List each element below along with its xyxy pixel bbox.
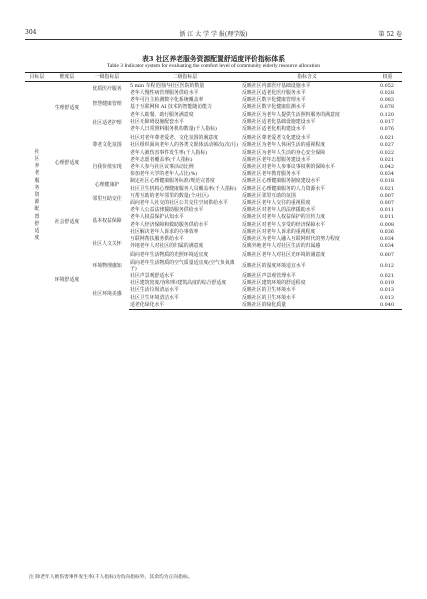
weight-cell: 0.017 <box>379 118 394 125</box>
meaning-cell: 反映社区老年志愿服务建设水平 <box>242 156 311 163</box>
running-header <box>25 29 402 39</box>
secondary-indicator-cell: 制定社区心理健康服务标准/规范完善度 <box>130 178 215 185</box>
meaning-cell: 反映外地老年人对社区生活的归属感 <box>242 243 321 250</box>
secondary-indicator-cell: 互联网帮扶服务供给水平 <box>130 235 184 242</box>
secondary-indicator-cell: 社区对老年尊老爱老、文化氛围的满意度 <box>130 135 219 142</box>
weight-cell: 0.083 <box>379 97 394 104</box>
primary-indicator-cell: 智慧健康管理 <box>92 100 122 107</box>
primary-indicator-cell: 优质医疗服务 <box>92 86 122 93</box>
weight-cell: 0.013 <box>379 294 394 301</box>
meaning-cell: 反映社区适老化机构建设水平 <box>242 125 306 132</box>
meaning-cell: 反映社区邻里互助的氛围 <box>242 192 296 199</box>
secondary-indicator-cell: 面向老年生活物质的空气质量适宜度(空气负氧离子) <box>130 259 235 272</box>
table-row <box>25 135 402 142</box>
weight-cell: 0.076 <box>379 125 394 132</box>
table-row <box>25 252 402 259</box>
meaning-cell: 反映社区对老年人诉求的重视程度 <box>242 228 316 235</box>
weight-cell: 0.019 <box>379 280 394 287</box>
weight-cell: 0.007 <box>379 252 394 259</box>
indicator-table <box>25 72 402 310</box>
meaning-cell: 反映社区内部医疗基础设施水平 <box>242 82 311 89</box>
meaning-cell: 反映社区适老化医疗服务水平 <box>242 89 306 96</box>
weight-cell: 0.022 <box>379 149 394 156</box>
meaning-cell: 反映社区对老年人权益保护的宣传力度 <box>242 214 326 221</box>
weight-cell: 0.021 <box>379 156 394 163</box>
secondary-indicator-cell: 社区生活垃圾清运水平 <box>130 287 179 294</box>
secondary-indicator-cell: 互帮互助的老年邻里的数量(个/社区) <box>130 192 209 199</box>
dimension-cell: 生理舒适度 <box>54 105 80 112</box>
weight-cell: 0.012 <box>379 262 394 269</box>
journal-name: 浙 江 大 学 学 报(理学版) <box>179 31 248 38</box>
secondary-indicator-cell: 参加老年大学的老年人占比(%) <box>130 171 198 178</box>
weight-cell: 0.013 <box>379 287 394 294</box>
weight-cell: 0.036 <box>379 228 394 235</box>
secondary-indicator-cell: 老年人日常照料服务机构数量(千人指标) <box>130 125 217 132</box>
dimension-cell: 环境舒适度 <box>54 277 80 284</box>
page-number: 304 <box>25 29 37 36</box>
secondary-indicator-cell: 社区组织面向老年人的各类文娱体活动频次(次/月) <box>130 142 239 149</box>
weight-cell: 0.120 <box>379 111 394 118</box>
weight-cell: 0.007 <box>379 199 394 206</box>
meaning-cell: 反映社区的卫生环境水平 <box>242 294 296 301</box>
secondary-indicator-cell: 老年可自主检测数字化系统覆盖率 <box>130 97 204 104</box>
col-header: 权重 <box>373 73 402 82</box>
secondary-indicator-cell: 面向老年生活物质的光照环境适宜度 <box>130 252 209 259</box>
meaning-cell: 反映社区声景观管理水平 <box>242 272 296 279</box>
secondary-indicator-cell: 适老化绿化水平 <box>129 301 241 309</box>
secondary-indicator-cell: 老年人经济保障和救助服务供给水平 <box>130 221 209 228</box>
weight-cell: 0.011 <box>379 207 394 214</box>
secondary-indicator-cell: 面向老年人社交的社区公共交往空间供给水平 <box>130 199 228 206</box>
col-header: 指标含义 <box>241 73 373 82</box>
meaning-cell: 反映社区对老年人的法律援助水平 <box>242 207 316 214</box>
weight-cell: 0.078 <box>379 104 394 111</box>
table-header-row <box>25 73 402 82</box>
table-row <box>25 82 402 90</box>
dimension-cell: 社会舒适度 <box>54 218 80 225</box>
primary-indicator-cell: 社区环境美感 <box>92 291 122 298</box>
target-layer-text: 社区养老服务资源配置舒适度 <box>34 148 40 242</box>
weight-cell: 0.027 <box>379 142 394 149</box>
weight-cell: 0.034 <box>379 171 394 178</box>
meaning-cell: 反映社区对老年人参事议事权利的保障水平 <box>242 163 335 170</box>
secondary-indicator-cell: 老年人慢性病管理服务供给水平 <box>130 89 199 96</box>
secondary-indicator-cell: 老年人参与社区议事活动比例 <box>130 163 194 170</box>
secondary-indicator-cell: 社区无障碍设施配套水平 <box>130 118 184 125</box>
meaning-cell: 反映社区建筑环境的舒适程度 <box>242 280 306 287</box>
col-header: 维度层 <box>49 73 85 82</box>
primary-indicator-cell: 邻里互助交往 <box>92 196 122 203</box>
secondary-indicator-cell: 基于互联网和 AI 技术的智能随访能力 <box>130 104 212 111</box>
secondary-indicator-cell: 老年人权益保护认知水平 <box>130 214 184 221</box>
meaning-cell: 反映社区老年人交往的重视程度 <box>242 199 311 206</box>
primary-indicator-cell: 基本权益保障 <box>92 217 122 224</box>
meaning-cell: 反映社区对老年人享受的经济保障水平 <box>242 221 326 228</box>
col-header: 目标层 <box>25 73 49 82</box>
secondary-indicator-cell: 老年志愿者覆盖率(千人指标) <box>130 156 193 163</box>
volume-label: 第 52 卷 <box>378 31 402 38</box>
meaning-cell: 反映社区适老化基础设施建设水平 <box>242 118 316 125</box>
weight-cell: 0.034 <box>379 235 394 242</box>
primary-indicator-cell: 尊老文化氛围 <box>92 142 122 149</box>
table-caption-en: Table 3 Indicator system for evaluating the comfort level of community elderly resource allocation <box>107 63 320 69</box>
secondary-indicator-cell: 社区解决老年人诉求的办事效率 <box>130 228 199 235</box>
table-note: 注 除老年人被伤害事件发生率(千人指标)为负向指标外，其余均为正向指标。 <box>29 575 193 580</box>
primary-indicator-cell: 社区人文关怀 <box>92 240 122 247</box>
secondary-indicator-cell: 社区声景观舒适水平 <box>130 272 175 279</box>
meaning-cell: 反映社区老年人对社区光环境的满意度 <box>242 252 326 259</box>
weight-cell: 0.052 <box>379 82 394 89</box>
secondary-indicator-cell: 5 min 车程范围内社区医院的数量 <box>130 82 205 89</box>
meaning-cell: 反映社区老年教育服务水平 <box>242 171 301 178</box>
meaning-cell: 反映社区为老年人融入互联网时代的努力程度 <box>242 235 340 242</box>
meaning-cell: 反映社区心理健康服务的人力资源水平 <box>242 185 326 192</box>
secondary-indicator-cell: 老年人被伤害事件发生率(千人指标) <box>130 149 208 156</box>
secondary-indicator-cell: 外地老年人对社区的归属的满意度 <box>130 243 204 250</box>
weight-cell: 0.007 <box>379 192 394 199</box>
meaning-cell: 反映社区数字化健康监测水平 <box>242 104 306 111</box>
secondary-indicator-cell: 社区卫生环境清洁水平 <box>130 294 179 301</box>
meaning-cell: 反映社区的绿化质量 <box>241 301 373 309</box>
primary-indicator-cell: 自我价值实现 <box>92 163 122 170</box>
dimension-cell: 心理舒适度 <box>54 160 80 167</box>
primary-indicator-cell: 心理健康护 <box>94 181 120 188</box>
meaning-cell: 反映社区的卫生环境水平 <box>242 287 296 294</box>
meaning-cell: 反映社区心理健康服务制度建设水平 <box>242 178 321 185</box>
weight-cell: 0.021 <box>379 135 394 142</box>
weight-cell: 0.011 <box>379 214 394 221</box>
col-header: 二级指标层 <box>129 73 241 82</box>
meaning-cell: 反映社区尊老爱老文化建设水平 <box>242 135 311 142</box>
table-caption-cn: 表3 社区养老服务资源配置舒适度评价指标体系 <box>141 55 286 63</box>
secondary-indicator-cell: 老年人公益法律援助服务供给水平 <box>130 207 204 214</box>
weight-cell: 0.042 <box>379 163 394 170</box>
primary-indicator-cell: 社区适老护理 <box>92 119 122 126</box>
table-row <box>25 192 402 199</box>
header-rule <box>25 39 402 40</box>
weight-cell: 0.021 <box>379 272 394 279</box>
col-header: 一级指标层 <box>85 73 129 82</box>
primary-indicator-cell: 环境物理感知 <box>92 262 122 269</box>
weight-cell: 0.018 <box>379 178 394 185</box>
secondary-indicator-cell: 社区建筑密度/容积率/建筑高度的综合舒适度 <box>130 280 227 287</box>
weight-cell: 0.021 <box>379 185 394 192</box>
weight-cell: 0.040 <box>373 301 402 309</box>
secondary-indicator-cell: 社区卫生机构心理健康服务人员覆盖率(千人指标) <box>130 185 237 192</box>
meaning-cell: 反映社区数字化健康管理水平 <box>242 97 306 104</box>
meaning-cell: 反映社区为老年人生活的身心安全保障 <box>242 149 326 156</box>
meaning-cell: 反映社区的湿度环境适宜水平 <box>242 262 306 269</box>
weight-cell: 0.034 <box>379 243 394 250</box>
meaning-cell: 反映社区为老年人提供生活照料服务的满意度 <box>242 111 340 118</box>
weight-cell: 0.028 <box>379 89 394 96</box>
target-layer-cell <box>25 82 49 309</box>
weight-cell: 0.008 <box>379 221 394 228</box>
meaning-cell: 反映社区为老年人休闲生活的重视程度 <box>242 142 326 149</box>
secondary-indicator-cell: 老年人助餐、助行服务满意度 <box>130 111 194 118</box>
